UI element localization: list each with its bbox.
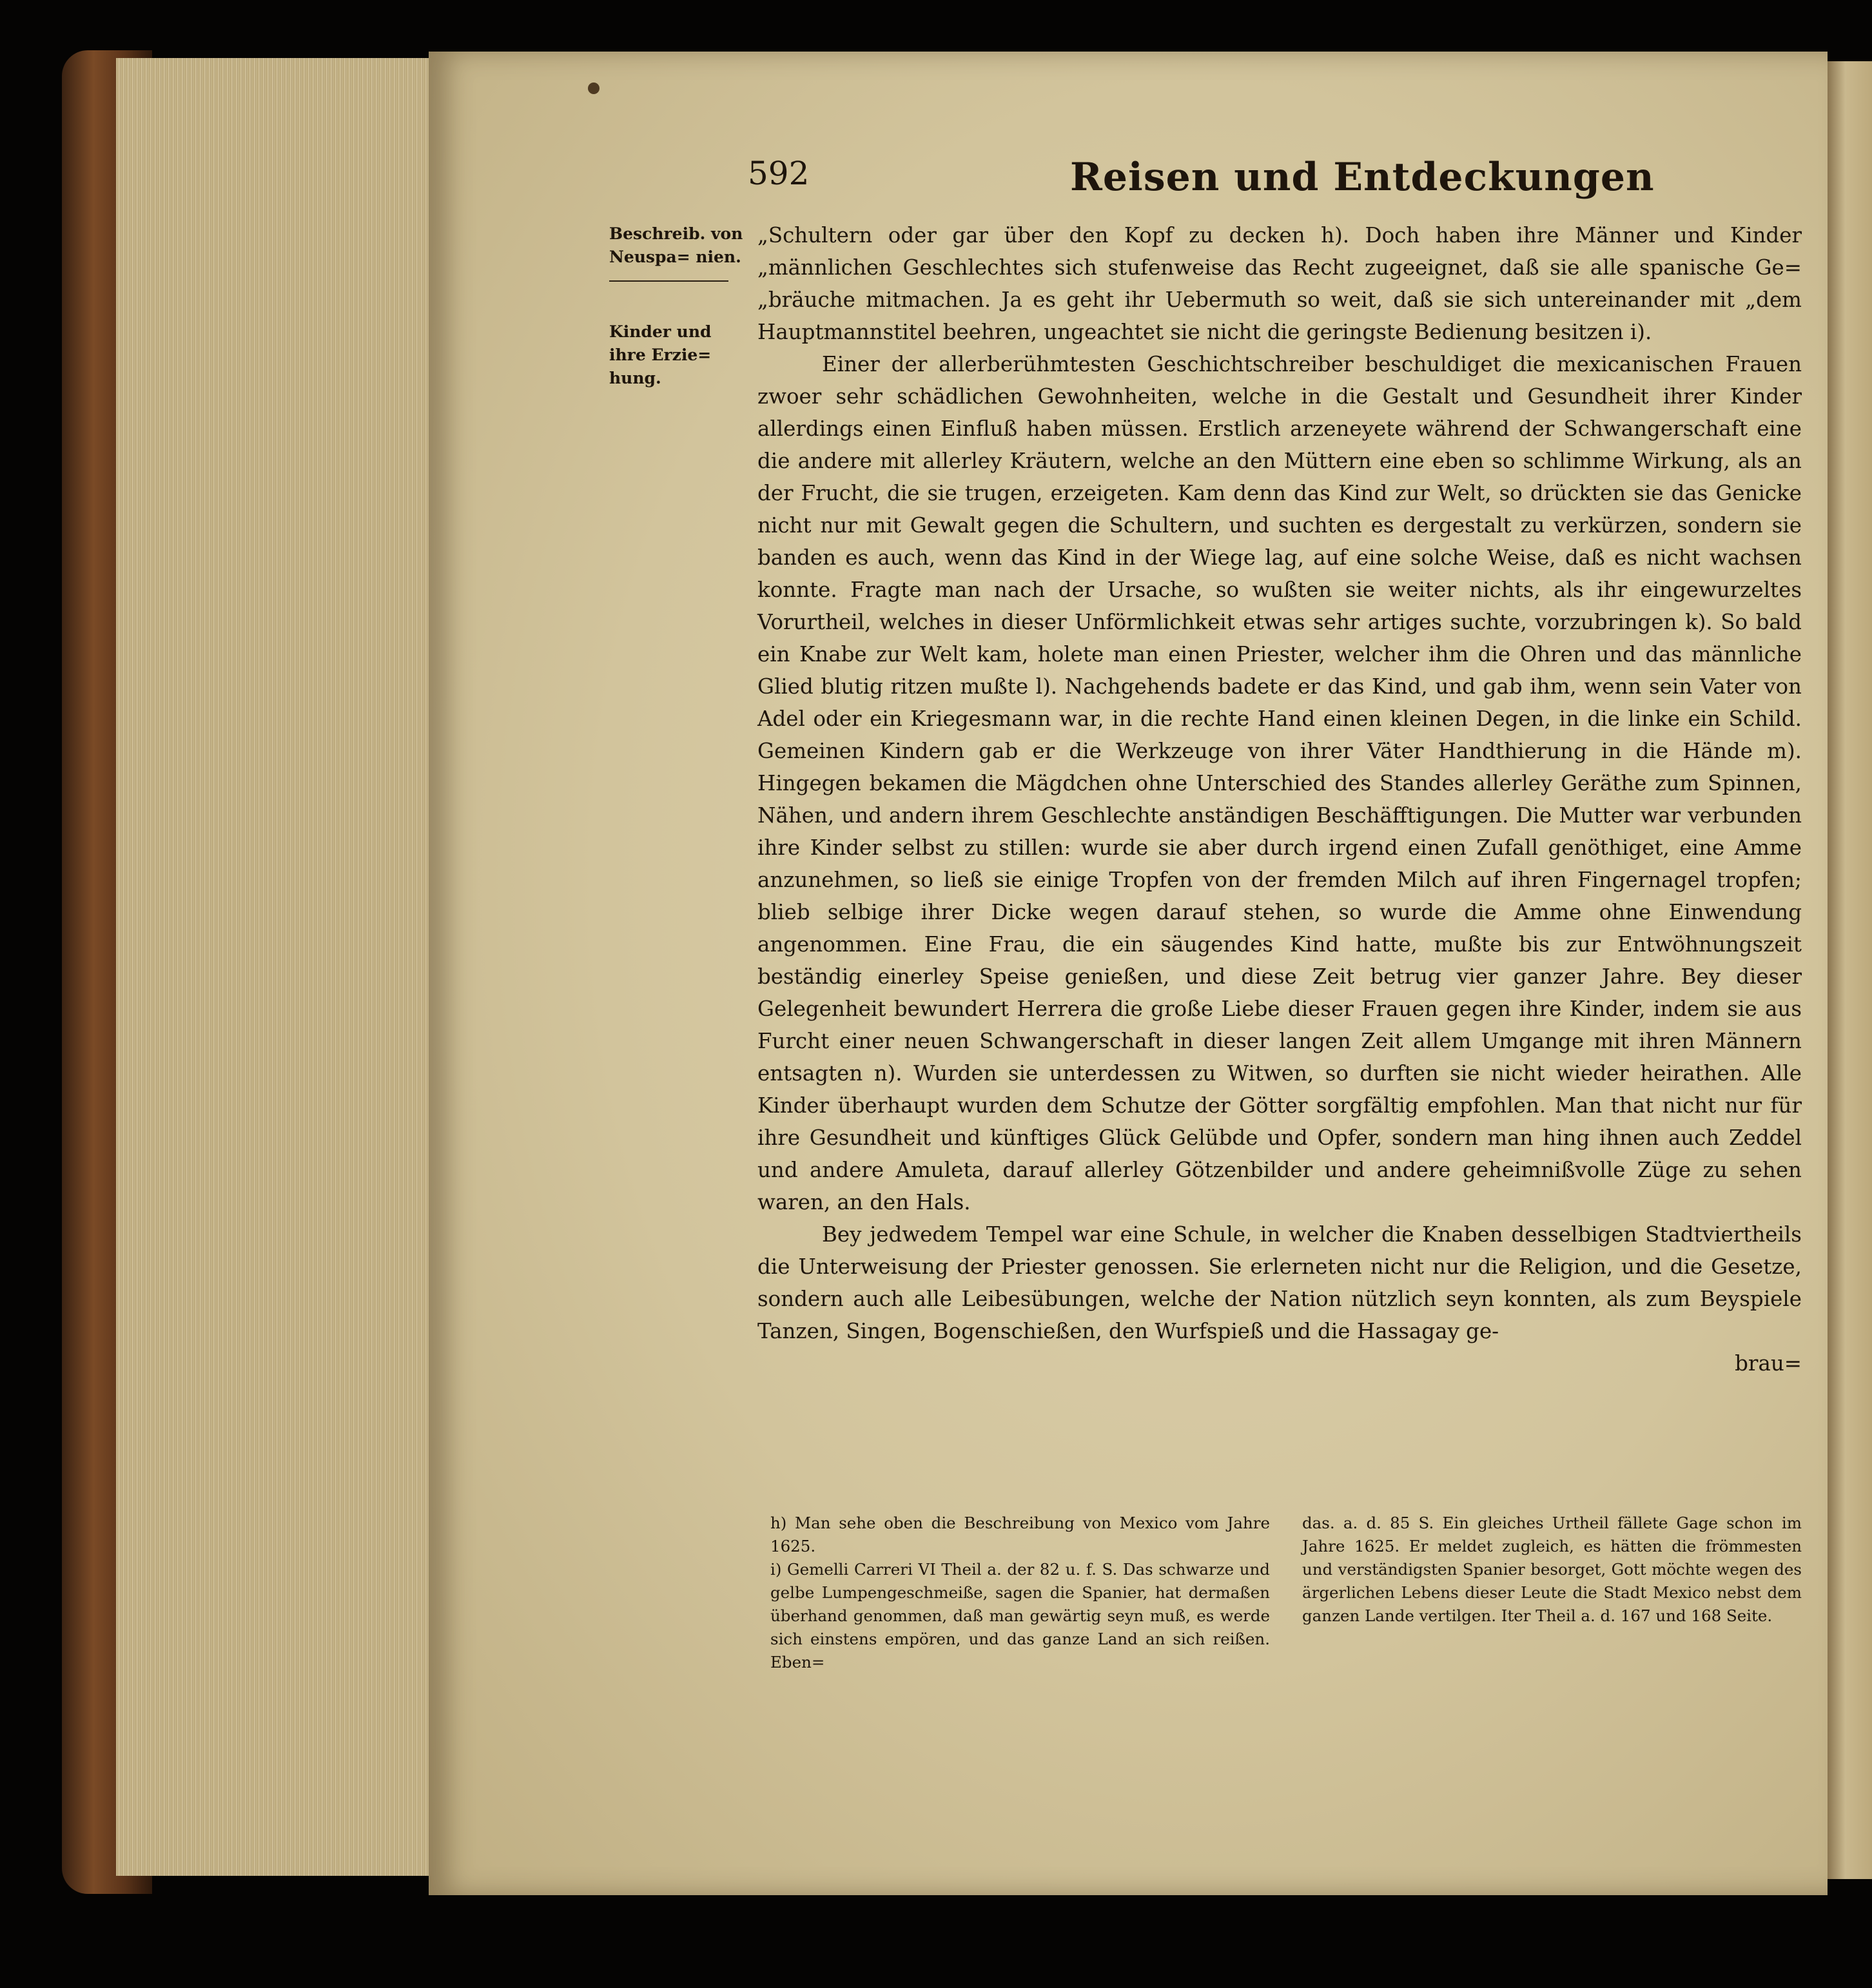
page-header [748, 155, 1760, 206]
paragraph: Einer der allerberühmtesten Geschichtschreiber beschuldiget die mexicanischen Frauen zwoer sehr schädlichen Gewohnheiten, welche in die Gestalt und Gesundheit ihrer Kinder allerdings einen Einfluß haben müssen. Erstlich arzeneyete während der Schwangerschaft eine die andere mit allerley Kräutern, welche an den Müttern eine eben so schlimme Wirkung, als an der Frucht, die sie trugen, erzeigeten. Kam denn das Kind zur Welt, so drückten sie das Genicke nicht nur mit Gewalt gegen die Schultern, und suchten es dergestalt zu verkürzen, sondern sie banden es auch, wenn das Kind in der Wiege lag, auf eine solche Weise, daß es nicht wachsen konnte. Fragte man nach der Ursache, so wußten sie weiter nichts, als ihr eingewurzeltes Vorurtheil, welches in dieser Unförmlichkeit etwas sehr artiges suchte, vorzubringen k). So bald ein Knabe zur Welt kam, holete man einen Priester, welcher ihm die Ohren und das männliche Glied blutig ritzen mußte l). Nachgehends badete er das Kind, und gab ihm, wenn sein Vater von Adel oder ein Kriegesmann war, in die rechte Hand einen kleinen Degen, in die linke ein Schild. Gemeinen Kindern gab er die Werkzeuge von ihrer Väter Handthierung in die Hände m). Hingegen bekamen die Mägdchen ohne Unterschied des Standes allerley Geräthe zum Spinnen, Nähen, und andern ihrem Geschlechte anständigen Beschäfftigungen. Die Mutter war verbunden ihre Kinder selbst zu stillen: wurde sie aber durch irgend einen Zufall genöthiget, eine Amme anzunehmen, so ließ sie einige Tropfen von der fremden Milch auf ihren Fingernagel tropfen; blieb selbige ihrer Dicke wegen darauf stehen, so wurde die Amme ohne Einwendung angenommen. Eine Frau, die ein säugendes Kind hatte, mußte bis zur Entwöhnungszeit beständig einerley Speise genießen, und diese Zeit betrug vier ganzer Jahre. Bey dieser Gelegenheit bewundert Herrera die große Liebe dieser Frauen gegen ihre Kinder, indem sie aus Furcht einer neuen Schwangerschaft in dieser langen Zeit allem Umgange mit ihren Männern entsagten n). Wurden sie unterdessen zu Witwen, so durften sie nicht wieder heirathen. Alle Kinder überhaupt wurden dem Schutze der Götter sorgfältig empfohlen. Man that nicht nur für ihre Gesundheit und künftiges Glück Gelübde und Opfer, sondern man hing ihnen auch Zeddel und andere Amuleta, darauf allerley Götzenbilder und andere geheimnißvolle Züge zu sehen waren, an den Hals. [757, 352, 1802, 1214]
footnote: i) Gemelli Carreri VI Theil a. der 82 u. f. S. Das schwarze und gelbe Lumpengeschmeiße, sagen die Spanier, hat dermaßen überhand genommen, daß man gewärtig seyn muß, es werde sich einstens empören, und das ganze Land an sich reißen. Eben= [770, 1560, 1270, 1671]
footnote: h) Man sehe oben die Beschreibung von Mexico vom Jahre 1625. [770, 1514, 1270, 1555]
footnote-column-left [770, 1512, 1270, 1718]
footnote-column-right [1302, 1512, 1802, 1718]
catchword: brau= [1735, 1351, 1802, 1376]
footnote: das. a. d. 85 S. Ein gleiches Urtheil fällete Gage schon im Jahre 1625. Er meldet zugleich, es hätten die frömmesten und verständigsten Spanier besorget, Gott möchte wegen des ärgerlichen Lebens dieser Leute die Stadt Mexico nebst dem ganzen Lande vertilgen. Iter Theil a. d. 167 und 168 Seite. [1302, 1514, 1802, 1625]
page-block-edges [116, 58, 438, 1876]
margin-rule [609, 271, 728, 282]
running-title: Reisen und Entdeckungen [1070, 155, 1655, 200]
page-number: 592 [748, 155, 810, 192]
main-text [757, 219, 1802, 1496]
footnotes [770, 1512, 1802, 1718]
paper-blemish [588, 83, 600, 94]
margin-note-children [609, 320, 748, 390]
margin-note-description [609, 222, 748, 282]
paragraph: Bey jedwedem Tempel war eine Schule, in welcher die Knaben desselbigen Stadtviertheils die Unterweisung der Priester genossen. Sie erlerneten nicht nur die Religion, und die Gesetze, sondern auch alle Leibesübungen, welche der Nation nützlich seyn konnten, als zum Beyspiele Tanzen, Singen, Bogenschießen, den Wurfspieß und die Hassagay ge- [757, 1222, 1802, 1343]
paragraph: „Schultern oder gar über den Kopf zu decken h). Doch haben ihre Männer und Kinder „männlichen Geschlechtes sich stufenweise das Recht zugeeignet, daß sie alle spanische Ge= „bräuche mitmachen. Ja es geht ihr Uebermuth so weit, daß sie sich untereinander mit „dem Hauptmannstitel beehren, ungeachtet sie nicht die geringste Bedienung besitzen i). [757, 223, 1802, 344]
margin-note-text: Beschreib. von Neuspa= nien. [609, 224, 743, 266]
facing-page-edge [1828, 61, 1872, 1879]
margin-note-text: Kinder und ihre Erzie= hung. [609, 322, 712, 387]
margin-notes [609, 222, 748, 429]
